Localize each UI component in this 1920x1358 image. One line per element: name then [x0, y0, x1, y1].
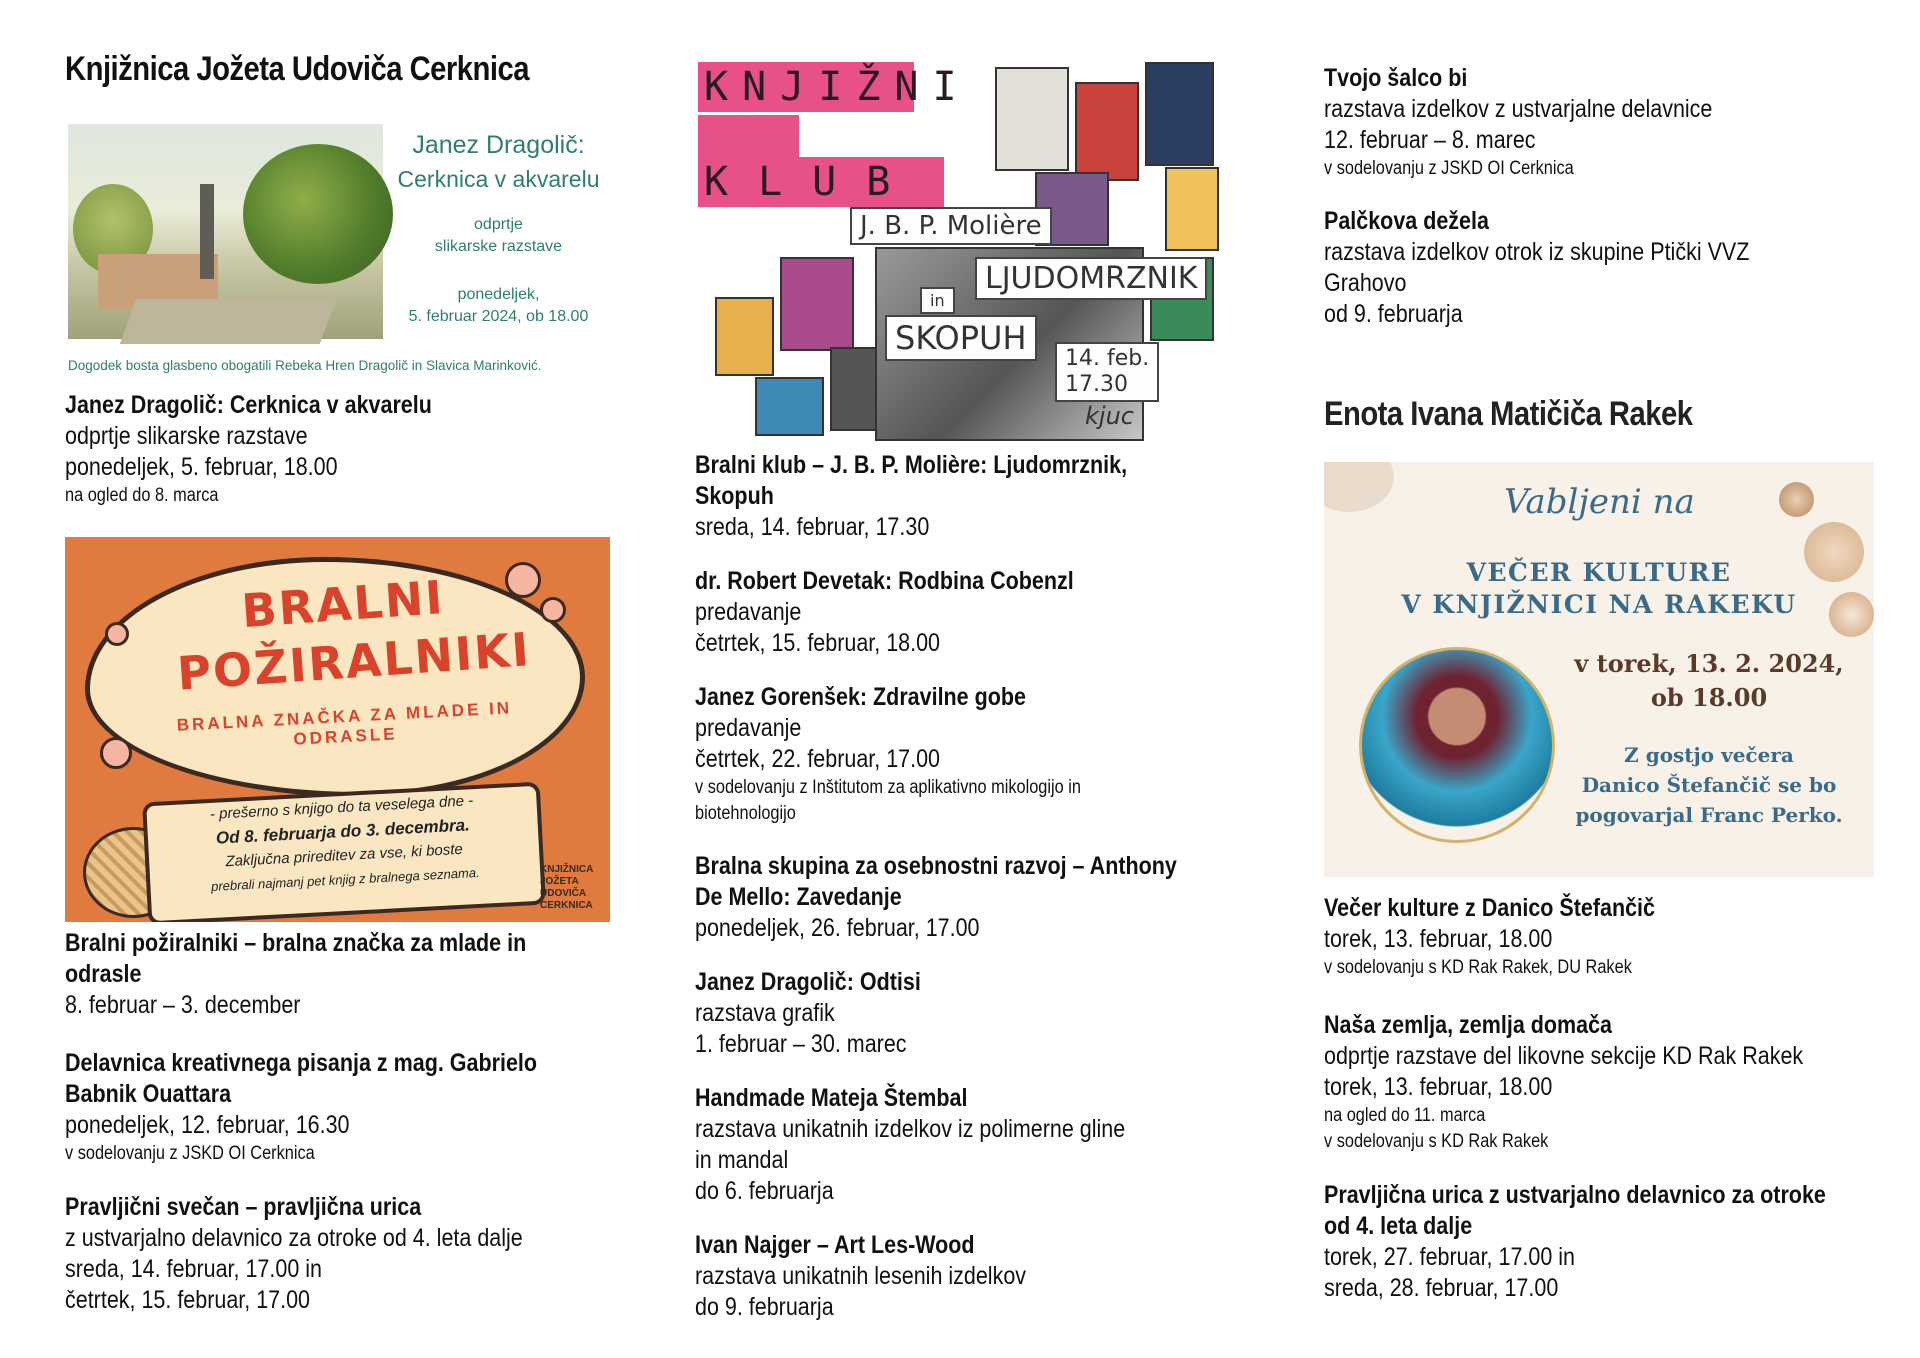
poster-title: Janez Dragolič: [412, 131, 585, 159]
poster-work-1: LJUDOMRZNIK [975, 257, 1207, 300]
poster-scroll-1: - prešerno s knjigo do ta veselega dne - [209, 792, 474, 823]
event-title: Handmade Mateja Štembal [695, 1084, 968, 1112]
event-line: četrtek, 15. februar, 17.00 [65, 1286, 311, 1314]
event-title: Delavnica kreativnega pisanja z mag. Gabrielo [65, 1049, 538, 1077]
event-title: Bralna skupina za osebnostni razvoj – Anthony [695, 852, 1177, 880]
event-line: razstava izdelkov otrok iz skupine Ptički VVZ [1324, 238, 1750, 266]
event-title: Janez Dragolič: Cerknica v akvarelu [65, 391, 432, 419]
event-title: Večer kulture z Danico Štefančič [1324, 894, 1656, 922]
poster-scroll-4: prebrali najmanj pet knjig z bralnega seznama. [210, 864, 480, 894]
poster-guest-2: Danico Štefančič se bo [1581, 773, 1837, 797]
event-note: v sodelovanju z JSKD OI Cerknica [65, 1143, 315, 1164]
event-line: z ustvarjalno delavnico za otroke od 4. leta dalje [65, 1224, 523, 1252]
event-line: predavanje [695, 714, 802, 742]
poster-vecer-kulture [1324, 462, 1874, 877]
event-item [695, 450, 1235, 543]
event-line: predavanje [695, 598, 802, 626]
event-line: torek, 13. februar, 18.00 [1324, 925, 1553, 953]
event-line: razstava izdelkov z ustvarjalne delavnice [1324, 95, 1713, 123]
event-item [65, 1192, 610, 1316]
event-item [695, 851, 1235, 944]
event-note: v sodelovanju z Inštitutom za aplikativno mikologijo in [695, 777, 1082, 798]
poster-caps-2: V KNJIŽNICI NA RAKEKU [1401, 590, 1797, 619]
poster-sub-2: slikarske razstave [434, 238, 563, 255]
event-title: Naša zemlja, zemlja domača [1324, 1011, 1613, 1039]
event-title: De Mello: Zavedanje [695, 883, 902, 911]
event-item [65, 390, 610, 509]
event-title: Babnik Ouattara [65, 1080, 232, 1108]
poster-footer: Dogodek bosta glasbeno obogatili Rebeka Hren Dragolič in Slavica Marinković. [68, 358, 542, 373]
event-item [1324, 63, 1884, 182]
event-line: sreda, 14. februar, 17.00 in [65, 1255, 322, 1283]
event-item [1324, 206, 1884, 330]
event-line: četrtek, 22. februar, 17.00 [695, 745, 941, 773]
event-title: Pravljični svečan – pravljična urica [65, 1193, 422, 1221]
poster-scroll-2: Od 8. februarja do 3. decembra. [215, 815, 471, 848]
poster-when-1: v torek, 13. 2. 2024, [1574, 649, 1844, 678]
poster-knjizni-klub [695, 57, 1220, 442]
poster-janez-dragolic [65, 120, 610, 385]
poster-title-2: Cerknica v akvarelu [397, 166, 600, 192]
event-line: razstava grafik [695, 999, 835, 1027]
event-line: in mandal [695, 1146, 789, 1174]
event-title: od 4. leta dalje [1324, 1212, 1473, 1240]
event-line: odprtje slikarske razstave [65, 422, 308, 450]
event-line: 12. februar – 8. marec [1324, 126, 1536, 154]
event-line: torek, 27. februar, 17.00 in [1324, 1243, 1575, 1271]
event-title: Skopuh [695, 482, 774, 510]
event-item [65, 928, 610, 1021]
event-line: 8. februar – 3. december [65, 991, 301, 1019]
event-line: Grahovo [1324, 269, 1407, 297]
event-note: v sodelovanju s KD Rak Rakek, DU Rakek [1324, 957, 1632, 978]
poster-date-1: ponedeljek, [457, 286, 540, 303]
event-item [695, 682, 1235, 827]
event-line: ponedeljek, 12. februar, 16.30 [65, 1111, 350, 1139]
poster-sub: BRALNA ZNAČKA ZA MLADE IN ODRASLE [176, 698, 513, 749]
event-note: na ogled do 8. marca [65, 485, 219, 506]
poster-bralni-poziralniki [65, 537, 610, 922]
event-title: Janez Dragolič: Odtisi [695, 968, 921, 996]
event-line: torek, 13. februar, 18.00 [1324, 1073, 1553, 1101]
event-note: v sodelovanju s KD Rak Rakek [1324, 1131, 1549, 1152]
event-note: na ogled do 11. marca [1324, 1105, 1486, 1126]
poster-guest-3: pogovarjal Franc Perko. [1575, 803, 1843, 827]
event-line: ponedeljek, 26. februar, 17.00 [695, 914, 980, 942]
event-note: biotehnologijo [695, 803, 796, 824]
event-title: dr. Robert Devetak: Rodbina Cobenzl [695, 567, 1074, 595]
poster-scroll-3: Zaključna prireditev za vse, ki boste [225, 840, 464, 871]
guest-portrait [1359, 647, 1555, 843]
poster-in: in [920, 287, 955, 314]
event-item [695, 1083, 1235, 1207]
poster-sub-1: odprtje [474, 216, 523, 233]
event-line: razstava unikatnih izdelkov iz polimerne gline [695, 1115, 1126, 1143]
event-line: do 9. februarja [695, 1293, 834, 1321]
event-title: Ivan Najger – Art Les-Wood [695, 1231, 975, 1259]
event-item [695, 1230, 1235, 1323]
poster-date-2: 5. februar 2024, ob 18.00 [408, 308, 589, 325]
event-item [1324, 1010, 1884, 1155]
poster-when-2: ob 18.00 [1650, 683, 1768, 712]
event-line: sreda, 28. februar, 17.00 [1324, 1274, 1559, 1302]
event-item [1324, 893, 1884, 981]
event-line: sreda, 14. februar, 17.30 [695, 513, 930, 541]
event-line: od 9. februarja [1324, 300, 1463, 328]
poster-author: J. B. P. Molière [850, 207, 1052, 245]
event-line: odprtje razstave del likovne sekcije KD Rak Rakek [1324, 1042, 1804, 1070]
event-line: ponedeljek, 5. februar, 18.00 [65, 453, 338, 481]
poster-big-2: POŽIRALNIKI [175, 622, 533, 701]
section-heading-rakek: Enota Ivana Matičiča Rakek [1324, 395, 1693, 433]
poster-caps-1: VEČER KULTURE [1466, 558, 1732, 587]
poster-work-2: SKOPUH [885, 315, 1037, 361]
library-logo: KNJIŽNICA JOŽETA UDOVIČA CERKNICA [540, 864, 594, 911]
poster-row-2: KLUB [698, 157, 944, 207]
event-item [65, 1048, 610, 1167]
event-item [695, 566, 1235, 659]
event-title: Bralni požiralniki – bralna značka za mlade in [65, 929, 527, 957]
event-item [1324, 1180, 1884, 1304]
section-heading-cerknica: Knjižnica Jožeta Udoviča Cerknica [65, 50, 529, 88]
poster-row-1: KNJIŽNI [698, 62, 914, 112]
poster-big-1: BRALNI [239, 570, 447, 639]
event-line: do 6. februarja [695, 1177, 834, 1205]
event-title: Bralni klub – J. B. P. Molière: Ljudomrznik, [695, 451, 1128, 479]
event-note: v sodelovanju z JSKD OI Cerknica [1324, 158, 1574, 179]
event-title: Palčkova dežela [1324, 207, 1489, 235]
event-title: Pravljična urica z ustvarjalno delavnico za otroke [1324, 1181, 1826, 1209]
event-item [695, 967, 1235, 1060]
watercolor-painting [68, 124, 383, 339]
event-line: razstava unikatnih lesenih izdelkov [695, 1262, 1027, 1290]
event-title: odrasle [65, 960, 142, 988]
event-title: Janez Gorenšek: Zdravilne gobe [695, 683, 1026, 711]
event-title: Tvojo šalco bi [1324, 64, 1468, 92]
event-line: 1. februar – 30. marec [695, 1030, 907, 1058]
poster-guest-1: Z gostjo večera [1624, 743, 1794, 767]
poster-date-time: 14. feb. 17.30 [1055, 342, 1159, 402]
event-line: četrtek, 15. februar, 18.00 [695, 629, 941, 657]
poster-place: kjuc [1085, 402, 1134, 430]
poster-script: Vabljeni na [1504, 482, 1695, 522]
